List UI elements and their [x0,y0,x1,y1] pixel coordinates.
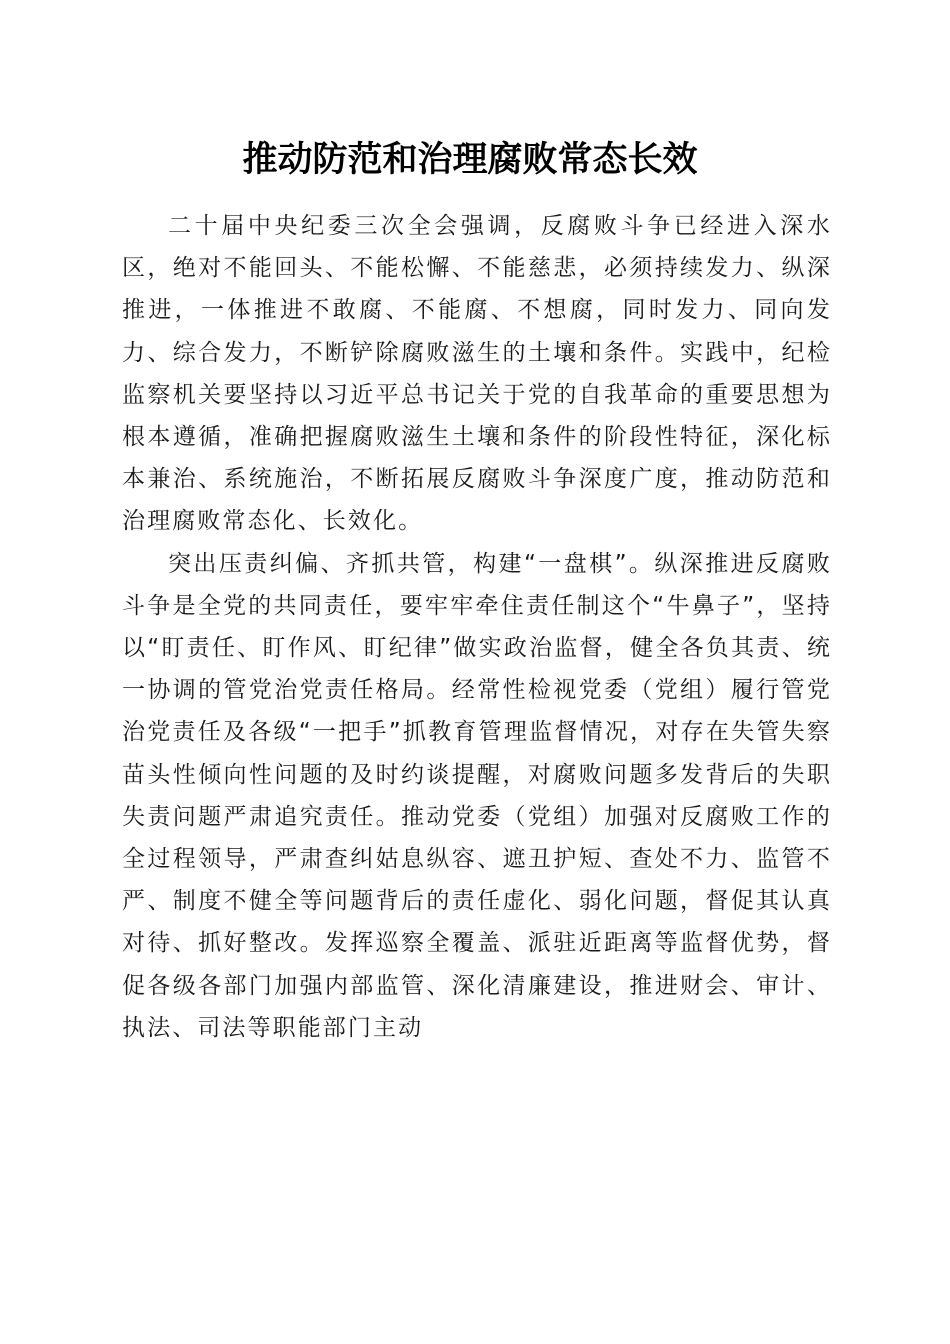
paragraph-1: 二十届中央纪委三次全会强调，反腐败斗争已经进入深水区，绝对不能回头、不能松懈、不能慈悲，必须持续发力、纵深推进，一体推进不敢腐、不能腐、不想腐，同时发力、同向发力、综合发力，不断铲除腐败滋生的土壤和条件。实践中，纪检监察机关要坚持以习近平总书记关于党的自我革命的重要思想为根本遵循，准确把握腐败滋生土壤和条件的阶段性特征，深化标本兼治、系统施治，不断拓展反腐败斗争深度广度，推动防范和治理腐败常态化、长效化。 [122,213,832,535]
document-title: 推动防范和治理腐败常态长效 [242,139,698,180]
paragraph-2: 突出压责纠偏、齐抓共管，构建“一盘棋”。纵深推进反腐败斗争是全党的共同责任，要牢牢牵住责任制这个“牛鼻子”，坚持以“盯责任、盯作风、盯纪律”做实政治监督，健全各负其责、统一协调的管党治党责任格局。经常性检视党委（党组）履行管党治党责任及各级“一把手”抓教育管理监督情况，对存在失管失察苗头性倾向性问题的及时约谈提醒，对腐败问题多发背后的失职失责问题严肃追究责任。推动党委（党组）加强对反腐败工作的全过程领导，严肃查纠姑息纵容、遮丑护短、查处不力、监管不严、制度不健全等问题背后的责任虚化、弱化问题，督促其认真对待、抓好整改。发挥巡察全覆盖、派驻近距离等监督优势，督促各级各部门加强内部监管、深化清廉建设，推进财会、审计、执法、司法等职能部门主动 [122,550,832,1041]
document-body [122,205,832,1049]
